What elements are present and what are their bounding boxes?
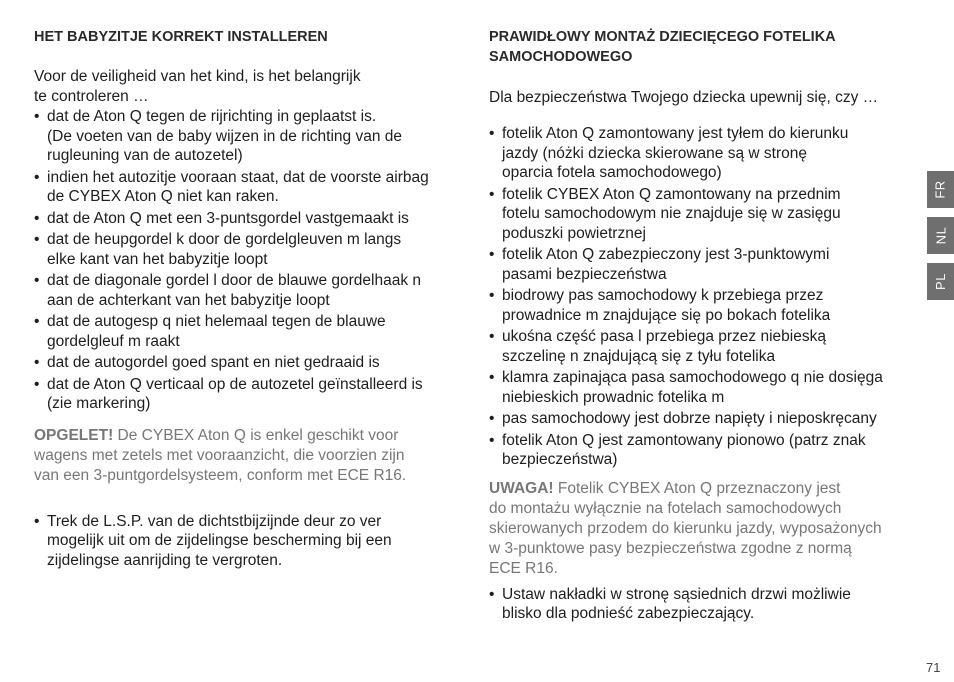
list-item: • fotelik Aton Q jest zamontowany pionowo (patrz znak bezpieczeństwa)	[489, 431, 866, 468]
pl-tip-list	[489, 585, 921, 624]
tab-nl[interactable]: NL	[927, 217, 954, 254]
nl-heading: HET BABYZITJE KORREKT INSTALLEREN	[34, 29, 328, 45]
nl-warning	[34, 426, 474, 486]
bullet-icon: •	[34, 375, 40, 393]
bullet-icon: •	[34, 231, 40, 248]
pl-intro: Dla bezpieczeństwa Twojego dziecka upewnij się, czy …	[489, 89, 879, 106]
list-item: • dat de heupgordel k door de gordelgleuven m langs elke kant van het babyzitje loopt	[34, 231, 402, 268]
tab-fr[interactable]: FR	[927, 171, 954, 208]
list-item: • dat de Aton Q tegen de rijrichting in geplaatst is. (De voeten van de baby wijzen in de richting van de rugleuning van de autozetel)	[34, 108, 402, 164]
list-item: • Trek de L.S.P. van de dichtstbijzijnde deur zo ver mogelijk uit om de zijdelingse bescherming bij een zijdelingse aanrijding te vergroten.	[34, 512, 392, 569]
pl-checklist	[489, 124, 921, 470]
page-number: 71	[926, 660, 941, 675]
list-item: • indien het autozitje vooraan staat, dat de voorste airbag de CYBEX Aton Q niet kan raken.	[34, 168, 429, 205]
bullet-icon: •	[489, 585, 495, 603]
bullet-icon: •	[489, 246, 495, 263]
list-item: • pas samochodowy jest dobrze napięty i nieposkręcany	[489, 410, 877, 427]
bullet-icon: •	[34, 108, 40, 125]
list-item: • dat de autogesp q niet helemaal tegen de blauwe gordelgleuf m raakt	[34, 313, 386, 350]
bullet-icon: •	[489, 287, 495, 304]
nl-tip-list	[34, 512, 474, 571]
bullet-icon: •	[489, 369, 495, 386]
list-item: • dat de autogordel goed spant en niet gedraaid is	[34, 354, 380, 371]
language-tabs	[927, 171, 954, 309]
bullet-icon: •	[34, 313, 40, 330]
polish-column	[489, 27, 921, 626]
list-item: • dat de Aton Q verticaal op de autozetel geïnstalleerd is (zie markering)	[34, 375, 423, 412]
list-item: • fotelik Aton Q zamontowany jest tyłem do kierunku jazdy (nóżki dziecka skierowane są w stronę oparcia fotela samochodowego)	[489, 125, 849, 181]
pl-warning-text: Fotelik CYBEX Aton Q przeznaczony jest do montażu wyłącznie na fotelach samochodowych skierowanych przodem do kierunku jazdy, wyposażonych w 3-punktowe pasy bezpieczeństwa zgodne z normą ECE R16.	[489, 479, 882, 577]
nl-warning-label: OPGELET!	[34, 426, 114, 444]
bullet-icon: •	[34, 272, 40, 289]
bullet-icon: •	[34, 209, 40, 227]
bullet-icon: •	[489, 328, 495, 345]
nl-warning-text: De CYBEX Aton Q is enkel geschikt voor wagens met zetels met vooraanzicht, die voorzien zijn van een 3-puntgordelsysteem, conform met ECE R16.	[34, 426, 407, 484]
list-item: • biodrowy pas samochodowy k przebiega przez prowadnice m znajdujące się po bokach fotelika	[489, 287, 831, 324]
list-item: • fotelik CYBEX Aton Q zamontowany na przednim fotelu samochodowym nie znajduje się w zasięgu poduszki powietrznej	[489, 185, 841, 242]
list-item: • klamra zapinająca pasa samochodowego q nie dosięga niebieskich prowadnic fotelika m	[489, 369, 883, 406]
bullet-icon: •	[34, 512, 40, 530]
bullet-icon: •	[34, 354, 40, 371]
bullet-icon: •	[489, 125, 495, 142]
list-item: • Ustaw nakładki w stronę sąsiednich drzwi możliwie blisko dla podnieść zabezpieczający.	[489, 585, 851, 622]
list-item: • ukośna część pasa l przebiega przez niebieską szczelinę n znajdującą się z tyłu fotelika	[489, 328, 826, 365]
pl-warning-label: UWAGA!	[489, 479, 554, 497]
bullet-icon: •	[489, 410, 495, 427]
list-item: • fotelik Aton Q zabezpieczony jest 3-punktowymi pasami bezpieczeństwa	[489, 246, 830, 283]
pl-warning	[489, 479, 921, 579]
list-item: • dat de diagonale gordel l door de blauwe gordelhaak n aan de achterkant van het babyzitje loopt	[34, 272, 422, 309]
bullet-icon: •	[489, 185, 495, 203]
dutch-column	[34, 27, 474, 572]
nl-checklist	[34, 107, 474, 414]
pl-heading: PRAWIDŁOWY MONTAŻ DZIECIĘCEGO FOTELIKA SAMOCHODOWEGO	[489, 29, 836, 65]
bullet-icon: •	[489, 431, 495, 449]
tab-pl[interactable]: PL	[927, 263, 954, 300]
bullet-icon: •	[34, 168, 40, 186]
nl-intro: Voor de veiligheid van het kind, is het belangrijk te controleren …	[34, 68, 361, 105]
list-item: • dat de Aton Q met een 3-puntsgordel vastgemaakt is	[34, 209, 409, 227]
